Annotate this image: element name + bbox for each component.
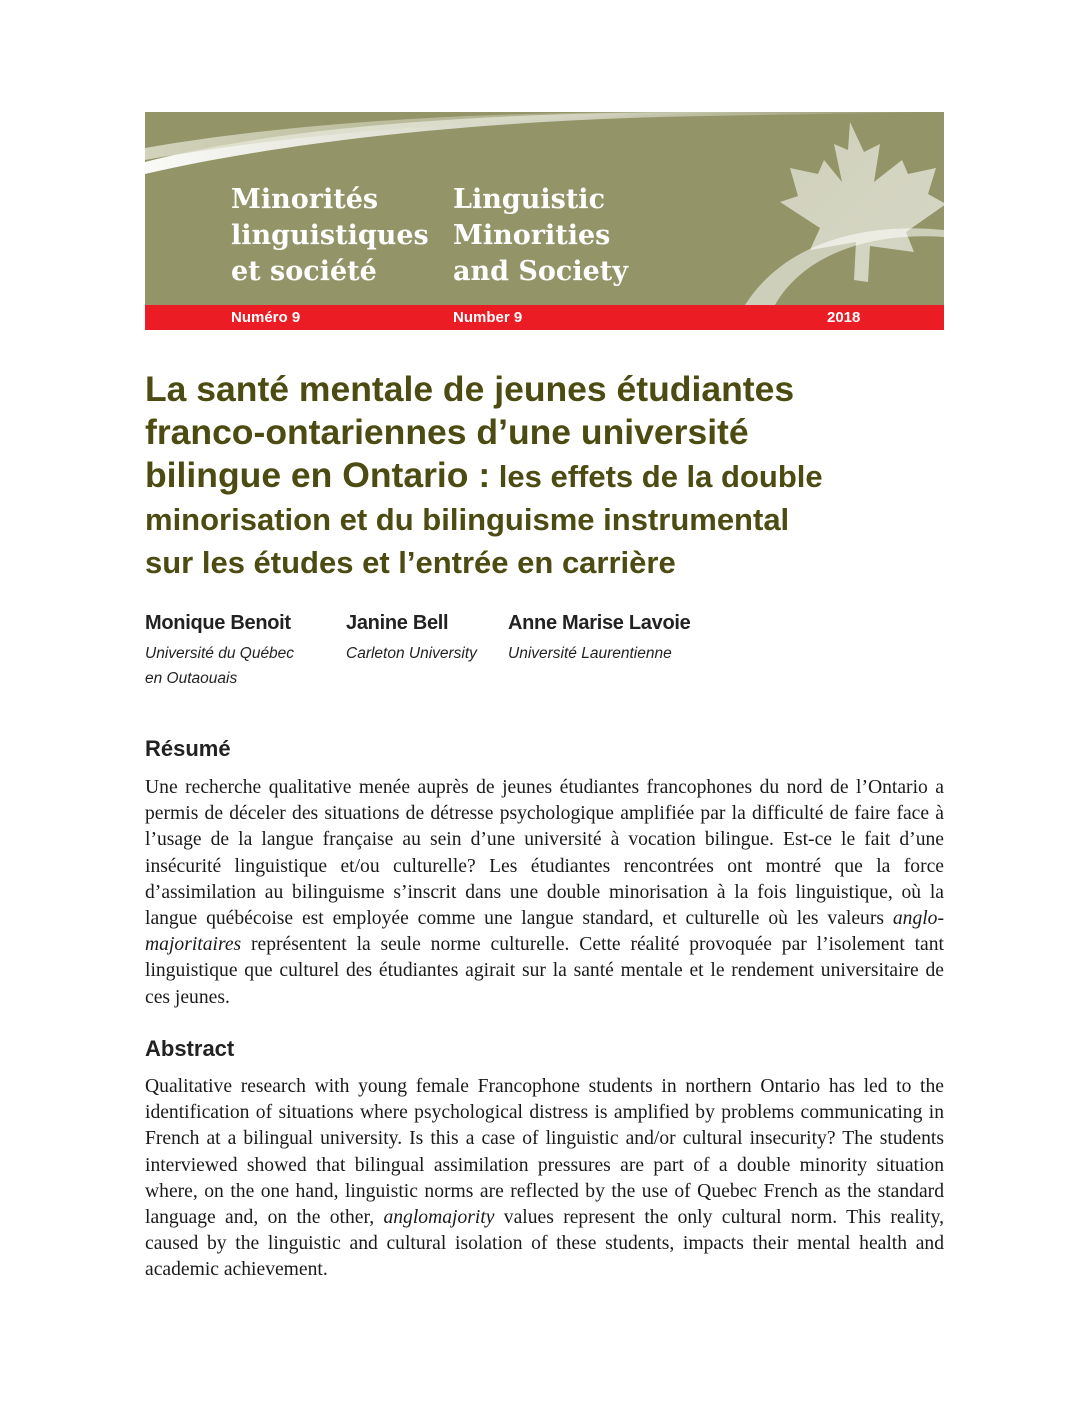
resume-text-emphasis: anglo-majoritaires <box>145 908 944 956</box>
resume-heading: Résumé <box>145 736 231 761</box>
banner-swoosh-bottom <box>745 228 944 305</box>
abstract-text <box>145 1074 944 1284</box>
title-line-3-main: bilingue en Ontario : <box>145 455 491 495</box>
issue-bar <box>145 305 944 330</box>
abstract-text-emphasis: anglomajority <box>383 1207 495 1229</box>
author-name: Janine Bell <box>346 612 449 634</box>
author-affiliation: Université du Québec en Outaouais <box>145 645 295 687</box>
author-affiliation: Université Laurentienne <box>508 645 672 662</box>
resume-text-part: représentent la seule norme culturelle. Cette réalité provoquée par l’isolement tant linguistique que culturel des étudiantes agirait sur la santé mentale et le rendement universitaire de ces jeunes. <box>145 934 944 1008</box>
title-line-1: La santé mentale de jeunes étudiantes <box>145 369 795 409</box>
resume-text <box>145 775 944 1011</box>
issue-number-en: Number 9 <box>453 309 523 326</box>
resume-text-part: Une recherche qualitative menée auprès de jeunes étudiantes francophones du nord de l’Ontario a permis de déceler des situations de détresse psychologique amplifiée par la difficulté de faire face à l’usage de la langue française au sein d’une université à vocation bilingue. Est-ce le fait d’une insécurité linguistique et/ou culturelle? Les étudiantes rencontrées ont montré que la force d’assimilation au bilinguisme s’inscrit dans une double minorisation à la fois linguistique, où la langue québécoise est employée comme une langue standard, et culturelle où les valeurs <box>145 777 944 930</box>
article-title <box>145 368 945 584</box>
title-line-5: sur les études et l’entrée en carrière <box>145 545 676 580</box>
author-name: Monique Benoit <box>145 612 291 634</box>
abstract-text-part: Qualitative research with young female Francophone students in northern Ontario has led to the identification of situations where psychological distress is amplified by problems communicating in French at a bilingual university. Is this a case of linguistic and/or cultural insecurity? The students interviewed showed that bilingual assimilation pressures are part of a double minority situation where, on the one hand, linguistic norms are reflected by the use of Quebec French as the standard language and, on the other, <box>145 1076 944 1229</box>
title-line-4: minorisation et du bilinguisme instrumental <box>145 502 790 537</box>
journal-title-fr: Minorités linguistiques et société <box>231 184 429 287</box>
author-name: Anne Marise Lavoie <box>508 612 691 634</box>
issue-year: 2018 <box>827 309 861 326</box>
author-block <box>346 612 477 666</box>
title-line-2: franco-ontariennes d’une université <box>145 412 749 452</box>
author-affiliation: Carleton University <box>346 645 477 662</box>
abstract-heading: Abstract <box>145 1036 235 1061</box>
title-line-3-sub: les effets de la double <box>490 459 823 494</box>
abstract-text-part: values represent the only cultural norm. This reality, caused by the linguistic and cultural isolation of these students, impacts their mental health and academic achievement. <box>145 1207 944 1281</box>
issue-number-fr: Numéro 9 <box>231 309 301 326</box>
journal-banner <box>145 112 944 305</box>
author-block <box>145 612 294 691</box>
title-line-3 <box>145 454 945 498</box>
author-block <box>508 612 690 666</box>
journal-title-en: Linguistic Minorities and Society <box>453 184 628 287</box>
